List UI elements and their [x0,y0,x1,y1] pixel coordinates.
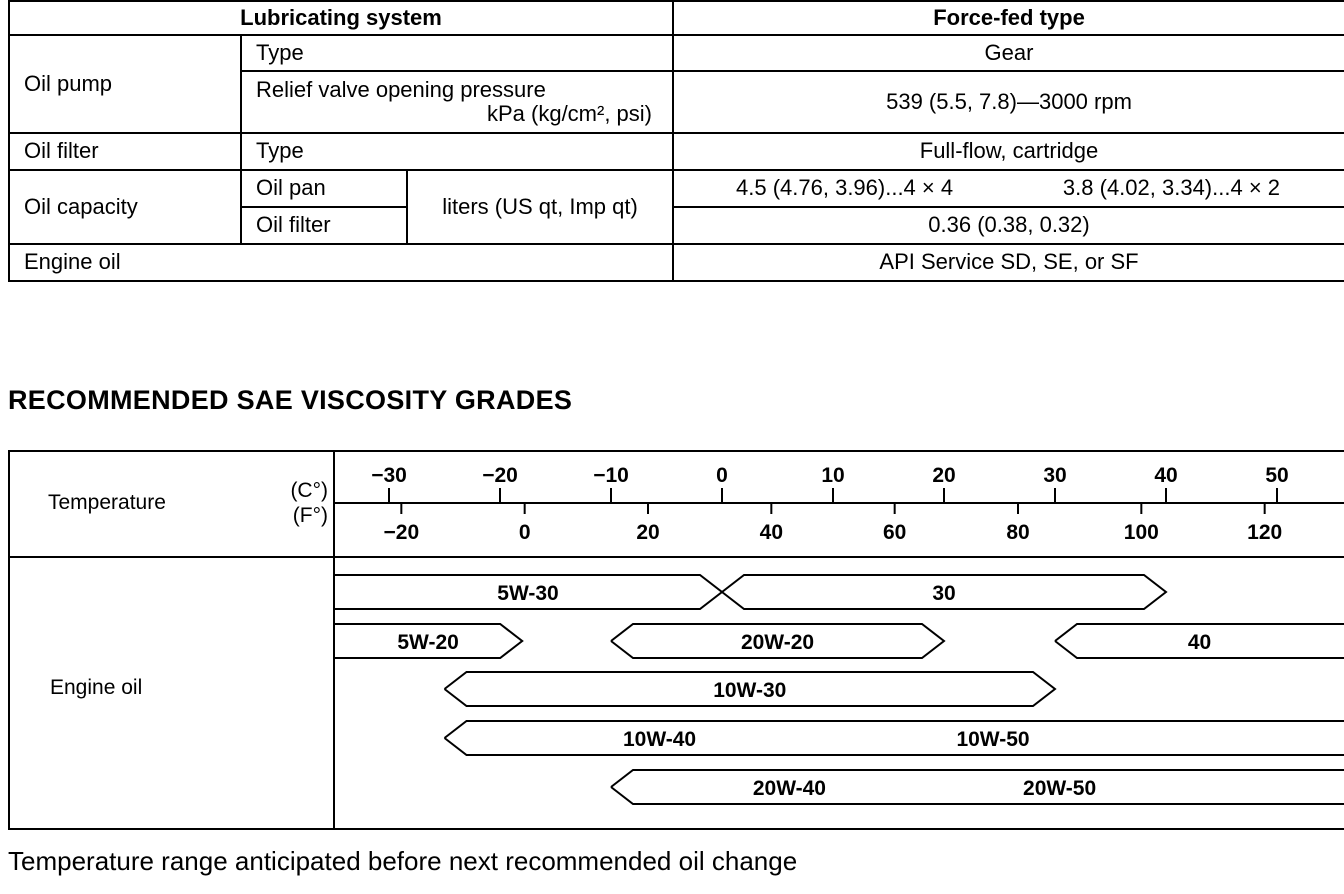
oil-pump-label: Oil pump [9,35,241,133]
fahrenheit-tick-label: −20 [383,521,420,544]
grade-label: 20W-20 [740,631,815,654]
engine-oil-row-label: Engine oil [50,676,143,699]
oil-capacity-label: Oil capacity [9,170,241,244]
grade-label: 5W-20 [397,631,459,654]
grade-label: 40 [1187,631,1212,654]
fahrenheit-tick-label: 120 [1247,521,1283,544]
grade-label: 20W-50 [1023,777,1097,800]
fahrenheit-axis [384,503,1283,544]
fahrenheit-tick-label: 100 [1123,521,1159,544]
oil-pan-label: Oil pan [241,170,407,207]
engine-oil-value: API Service SD, SE, or SF [673,244,1344,281]
grade-label: 10W-30 [713,679,787,702]
grade-label: 10W-50 [956,728,1030,751]
celsius-tick-label: 50 [1265,464,1289,487]
temperature-label: Temperature [48,491,166,514]
oil-filter-capacity-label: Oil filter [241,207,407,244]
grade-label: 10W-40 [622,728,697,751]
oil-filter-label: Oil filter [9,133,241,170]
relief-valve-value: 539 (5.5, 7.8)—3000 rpm [673,71,1344,133]
celsius-tick-label: 10 [821,464,845,487]
header-force-fed-type: Force-fed type [673,1,1344,35]
header-lubricating-system: Lubricating system [9,1,673,35]
relief-valve-unit: kPa (kg/cm², psi) [486,101,653,126]
celsius-tick-label: 0 [716,464,728,487]
chart-frame [8,451,1344,829]
viscosity-grades-heading: RECOMMENDED SAE VISCOSITY GRADES [8,385,573,415]
fahrenheit-tick-label: 0 [518,521,531,544]
relief-valve-label-line1: Relief valve opening pressure [256,76,546,102]
grade-label: 30 [932,582,956,605]
oil-pan-value-4x2: 3.8 (4.02, 3.34)...4 × 2 [1062,175,1281,201]
grade-bars [334,575,1344,804]
celsius-tick-label: −30 [371,464,407,487]
celsius-tick-label: 20 [932,464,956,487]
grade-label: 5W-30 [497,582,559,605]
fahrenheit-tick-label: 60 [882,521,907,544]
celsius-tick-label: 30 [1043,464,1067,487]
oil-pump-type-value: Gear [673,35,1344,71]
oil-filter-type-label: Type [241,133,673,170]
grade-bar-20w-40-20w-50 [611,770,1344,804]
fahrenheit-tick-label: 40 [759,521,784,544]
oil-filter-capacity-value: 0.36 (0.38, 0.32) [673,207,1344,244]
oil-capacity-unit: liters (US qt, Imp qt) [407,170,673,244]
engine-oil-label: Engine oil [9,244,673,281]
oil-pan-value-4x4: 4.5 (4.76, 3.96)...4 × 4 [736,175,954,201]
fahrenheit-tick-label: 80 [1006,521,1030,544]
grade-bar-10w-40-10w-50 [445,721,1344,755]
grade-label: 20W-40 [752,777,826,800]
footer-note: Temperature range anticipated before next recommended oil change [8,846,798,876]
fahrenheit-unit-label: (F°) [292,504,328,527]
oil-filter-type-value: Full-flow, cartridge [673,133,1344,170]
celsius-unit-label: (C°) [290,479,328,502]
oil-pump-type-label: Type [241,35,673,71]
celsius-tick-label: −20 [482,464,518,487]
celsius-axis [371,464,1288,503]
celsius-tick-label: −10 [593,464,629,487]
fahrenheit-tick-label: 20 [636,521,660,544]
celsius-tick-label: 40 [1154,464,1178,487]
